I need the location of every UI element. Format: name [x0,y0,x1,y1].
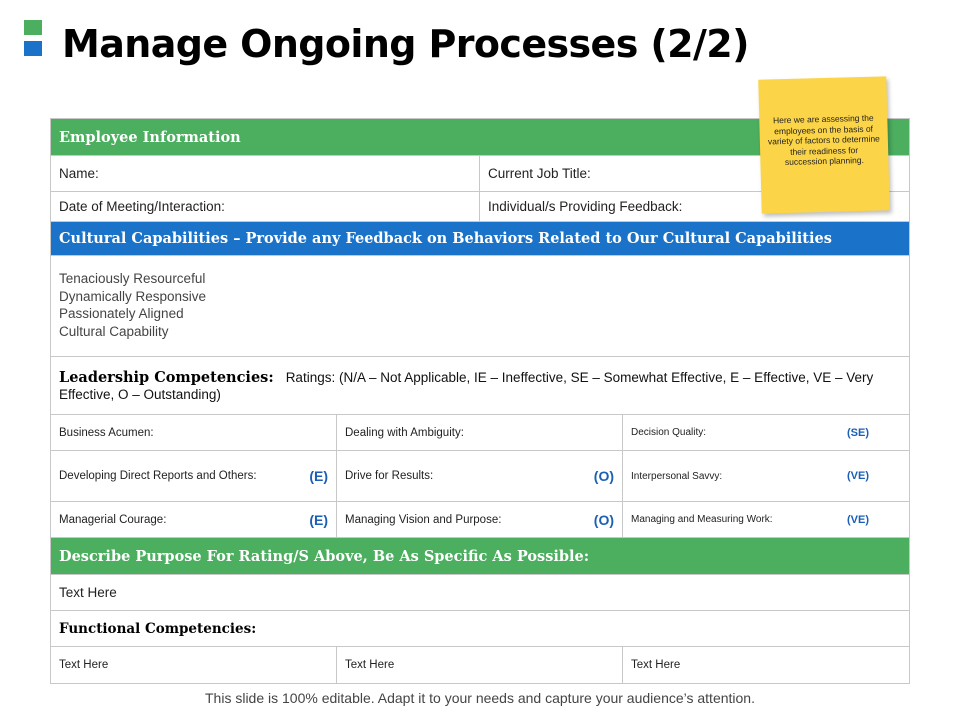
competency-cell[interactable]: Managing Vision and Purpose: (O) [337,502,623,537]
sticky-note: Here we are assessing the employees on the basis of variety of factors to determine their readiness for succession planning. [758,76,889,213]
rating-badge: (VE) [847,470,869,482]
competency-cell[interactable]: Dealing with Ambiguity: [337,415,623,450]
ratings-legend: Ratings: (N/A – Not Applicable, IE – Ineffective, SE – Somewhat Effective, E – Effective, VE – Very Effective, O – Outstanding) [59,369,874,402]
functional-title-row [51,611,909,647]
cultural-item: Passionately Aligned [59,306,184,321]
rating-badge: (O) [593,468,614,484]
cultural-header: Cultural Capabilities – Provide any Feedback on Behaviors Related to Our Cultural Capabilities [51,222,909,256]
competency-row-2 [51,451,909,502]
leadership-title: Leadership Competencies: [59,368,274,386]
purpose-text-field[interactable]: Text Here [59,585,117,600]
functional-title: Functional Competencies: [59,620,257,637]
cultural-item: Tenaciously Resourceful [59,271,206,286]
cultural-item: Cultural Capability [59,323,169,339]
rating-badge: (VE) [847,513,869,526]
feedback-provider-field[interactable]: Individual/s Providing Feedback: [488,199,683,214]
functional-row [51,647,909,683]
rating-badge: (SE) [847,426,869,439]
employee-info-header: Employee Information [51,119,909,156]
functional-cell[interactable]: Text Here [337,647,623,683]
competency-cell[interactable]: Developing Direct Reports and Others: (E) [51,451,337,501]
competency-cell[interactable]: Business Acumen: [51,415,337,450]
page-title: Manage Ongoing Processes (2/2) [62,22,749,66]
competency-cell[interactable]: Decision Quality: (SE) [631,426,869,439]
purpose-row [51,575,909,611]
job-title-field[interactable]: Current Job Title: [488,166,591,181]
rating-badge: (O) [593,511,614,528]
cultural-list [51,256,909,357]
rating-badge: (E) [309,511,328,528]
functional-cell[interactable]: Text Here [51,647,337,683]
functional-cell[interactable]: Text Here [631,659,681,671]
purpose-header: Describe Purpose For Rating/S Above, Be As Specific As Possible: [51,538,909,575]
competency-cell[interactable]: Managing and Measuring Work: (VE) [631,513,869,526]
cultural-item: Dynamically Responsive [59,288,207,304]
competency-cell[interactable]: Drive for Results: (O) [337,451,623,501]
name-field[interactable]: Name: [51,156,480,191]
competency-row-1 [51,415,909,451]
logo-square-green [24,20,42,35]
rating-badge: (E) [309,468,328,484]
meeting-date-field[interactable]: Date of Meeting/Interaction: [51,192,480,221]
footer-note: This slide is 100% editable. Adapt it to your needs and capture your audience’s attention. [205,690,755,706]
logo-square-blue [24,41,42,56]
competency-cell[interactable]: Interpersonal Savvy: (VE) [631,470,869,482]
competency-cell[interactable]: Managerial Courage: (E) [51,502,337,537]
competency-row-3 [51,502,909,538]
leadership-row [51,357,909,415]
